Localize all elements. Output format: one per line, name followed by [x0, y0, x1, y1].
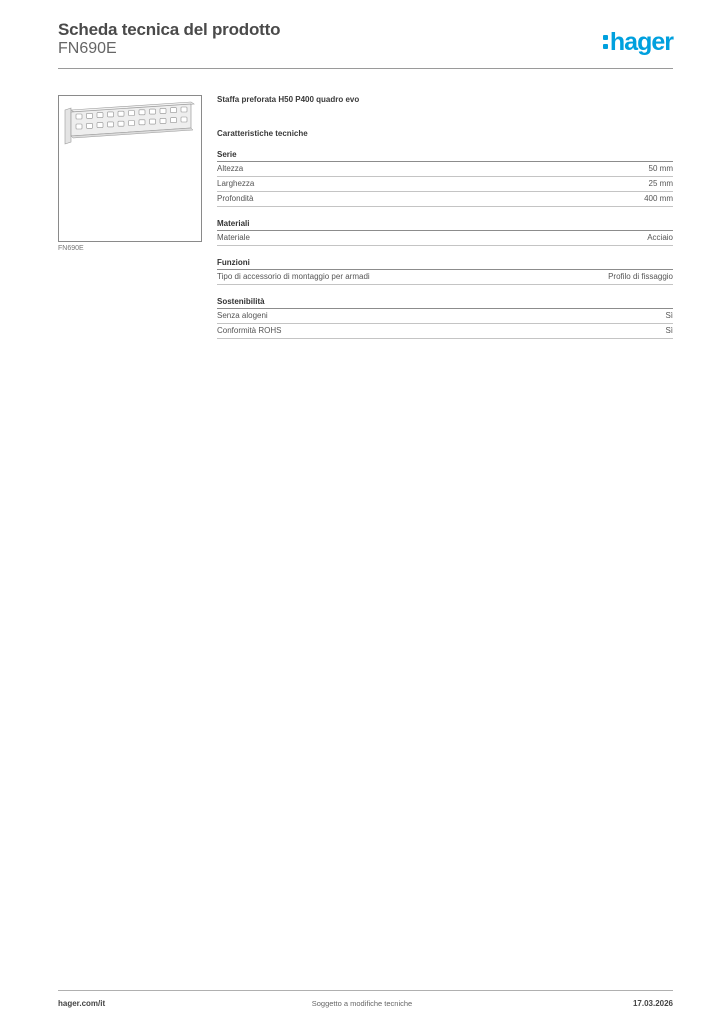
spec-value: 50 mm — [648, 164, 673, 173]
spec-row — [217, 270, 673, 285]
product-code: FN690E — [58, 40, 117, 57]
spec-value: Sì — [665, 311, 673, 320]
group-title: Materiali — [217, 219, 673, 231]
spec-label: Tipo di accessorio di montaggio per armadi — [217, 272, 370, 281]
spec-row — [217, 192, 673, 207]
footer-divider — [58, 990, 673, 991]
header-divider — [58, 68, 673, 69]
rail-hole — [181, 117, 187, 122]
spec-value: 25 mm — [648, 179, 673, 188]
product-image-caption: FN690E — [58, 245, 84, 252]
spec-group-materiali — [217, 219, 673, 246]
rail-hole — [108, 112, 114, 117]
rail-hole — [97, 113, 103, 118]
spec-label: Senza alogeni — [217, 311, 268, 320]
rail-hole — [181, 107, 187, 112]
spec-label: Larghezza — [217, 179, 255, 188]
product-name: Staffa preforata H50 P400 quadro evo — [217, 95, 360, 104]
mounting-rail-illustration — [59, 96, 201, 241]
spec-value: Profilo di fissaggio — [608, 272, 673, 281]
spec-label: Materiale — [217, 233, 250, 242]
spec-label: Profondità — [217, 194, 254, 203]
rail-hole — [150, 109, 156, 114]
spec-row — [217, 177, 673, 192]
rail-hole — [160, 108, 166, 113]
spec-group-funzioni — [217, 258, 673, 285]
spec-label: Conformità ROHS — [217, 326, 282, 335]
rail-hole — [129, 121, 135, 126]
rail-hole — [76, 124, 82, 129]
rail-hole — [171, 108, 177, 113]
spec-value: Sì — [665, 326, 673, 335]
rail-hole — [150, 119, 156, 124]
group-title: Funzioni — [217, 258, 673, 270]
logo-text: hager — [609, 27, 673, 56]
spec-row — [217, 309, 673, 324]
spec-content — [217, 95, 673, 339]
rail-hole — [171, 118, 177, 123]
page-title: Scheda tecnica del prodotto — [58, 20, 281, 39]
specs-heading: Caratteristiche tecniche — [217, 129, 308, 138]
rail-hole — [160, 118, 166, 123]
rail-hole — [87, 113, 93, 118]
hager-logo — [603, 27, 673, 57]
footer-website-link[interactable]: hager.com/it — [58, 999, 106, 1008]
rail-hole — [118, 111, 124, 116]
footer-date: 17.03.2026 — [632, 999, 673, 1008]
product-image — [58, 95, 202, 242]
spec-value: 400 mm — [644, 194, 673, 203]
rail-hole — [139, 110, 145, 115]
rail-hole — [87, 123, 93, 128]
rail-hole — [76, 114, 82, 119]
spec-group-sostenibilita — [217, 297, 673, 339]
rail-hole — [139, 120, 145, 125]
logo-dots-icon — [603, 35, 608, 49]
group-title: Serie — [217, 150, 673, 162]
group-title: Sostenibilità — [217, 297, 673, 309]
spec-label: Altezza — [217, 164, 244, 173]
spec-row — [217, 324, 673, 339]
spec-group-serie — [217, 150, 673, 207]
rail-hole — [129, 111, 135, 116]
rail-hole — [97, 123, 103, 128]
rail-hole — [118, 121, 124, 126]
spec-row — [217, 231, 673, 246]
rail-hole — [108, 122, 114, 127]
spec-value: Acciaio — [647, 233, 673, 242]
spec-row — [217, 162, 673, 177]
footer-notice: Soggetto a modifiche tecniche — [311, 999, 413, 1008]
